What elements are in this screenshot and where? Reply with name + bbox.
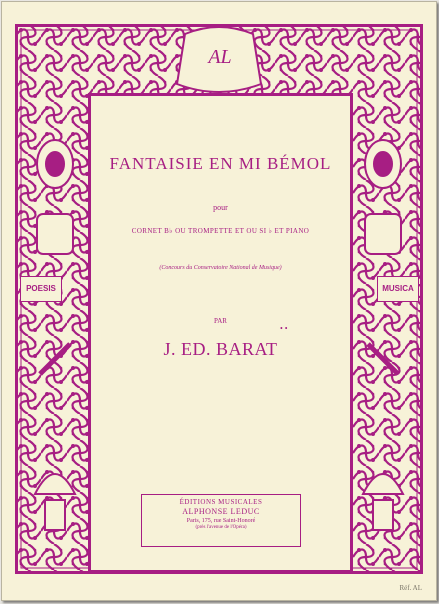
publisher-address: Paris, 175, rue Saint-Honoré bbox=[186, 518, 256, 524]
title-panel bbox=[88, 93, 353, 573]
publisher-box bbox=[141, 494, 301, 547]
musica-label: MUSICA bbox=[377, 276, 419, 302]
competition-note: (Concours du Conservatoire National de Musique) bbox=[159, 265, 282, 271]
pour-text: pour bbox=[213, 203, 228, 212]
publisher-logo: AL bbox=[208, 46, 232, 68]
par-text: PAR bbox=[214, 317, 227, 325]
piece-title: FANTAISIE EN MI BÉMOL bbox=[109, 154, 332, 173]
publisher-line-1: ÉDITIONS MUSICALES bbox=[179, 498, 263, 506]
publisher-address-note: (près l'avenue de l'Opéra) bbox=[195, 525, 247, 530]
decorative-dots: • • bbox=[280, 324, 288, 333]
score-cover bbox=[1, 1, 437, 601]
catalog-code: Réf. AL bbox=[399, 584, 422, 592]
poesis-label: POESIS bbox=[20, 276, 62, 302]
instrumentation: CORNET B♭ OU TROMPETTE ET OU SI ♭ ET PIANO bbox=[131, 227, 310, 235]
publisher-name: ALPHONSE LEDUC bbox=[182, 507, 260, 516]
composer-name: J. ED. BARAT bbox=[163, 339, 278, 359]
